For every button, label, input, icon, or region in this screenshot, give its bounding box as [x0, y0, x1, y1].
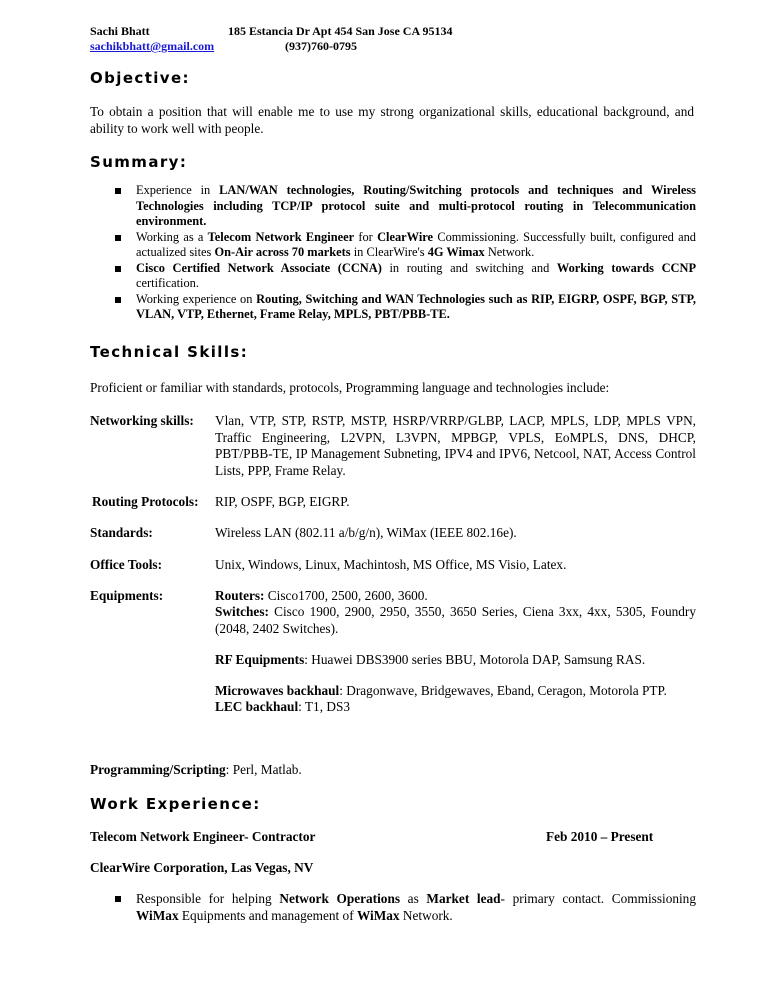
bold-text: Cisco Certified Network Associate (CCNA): [136, 260, 382, 275]
rf-equipments-line: [215, 652, 696, 669]
lec-backhaul-label: LEC backhaul: [215, 699, 299, 714]
text-run: Responsible for helping: [136, 891, 280, 906]
summary-list: [90, 183, 696, 323]
microwaves-backhaul-value: : Dragonwave, Bridgewaves, Eband, Ceragon, Motorola PTP.: [339, 683, 667, 698]
routers-label: Routers:: [215, 588, 265, 603]
programming-label: Programming/Scripting: [90, 762, 226, 777]
switches-label: Switches:: [215, 604, 269, 619]
list-item: [90, 261, 696, 292]
bold-text: Telecom Network Engineer: [207, 229, 355, 244]
microwaves-backhaul-line: [215, 683, 696, 700]
text-run: in routing and switching and: [381, 260, 557, 275]
office-tools-label: Office Tools:: [90, 557, 163, 572]
text-run: in ClearWire's: [350, 245, 428, 259]
work-duties-list: [90, 891, 696, 924]
text-run: for: [354, 229, 378, 244]
applicant-name: Sachi Bhatt: [90, 24, 150, 38]
text-run: Commissioning. Successfully built, configured and actualized sites: [136, 229, 696, 259]
list-item: [90, 891, 696, 924]
rf-equipments-label: RF Equipments: [215, 652, 305, 667]
technical-skills-heading: Technical Skills:: [90, 343, 249, 361]
skills-intro: Proficient or familiar with standards, protocols, Programming language and technologies include:: [90, 380, 610, 395]
office-tools-value: Unix, Windows, Linux, Machintosh, MS Office, MS Visio, Latex.: [215, 557, 567, 572]
text-run: Working experience on: [136, 291, 257, 306]
phone-number: (937)760-0795: [285, 39, 357, 53]
square-bullet-icon: [115, 297, 121, 303]
routers-line: [215, 588, 696, 605]
list-item: [90, 183, 696, 230]
square-bullet-icon: [115, 266, 121, 272]
rf-equipments-value: : Huawei DBS3900 series BBU, Motorola DAP, Samsung RAS.: [304, 652, 646, 667]
bold-text: Market lead: [426, 891, 501, 906]
square-bullet-icon: [115, 188, 121, 194]
bold-text: On-Air across 70 markets: [214, 245, 351, 259]
bold-text: LAN/WAN technologies, Routing/Switching protocols and techniques and Wireless Technologies including TCP/IP protocol suite and multi-protocol routing in Telecommunication environment.: [136, 183, 696, 228]
bold-text: WiMax: [136, 907, 179, 923]
text-run: Working as a: [136, 229, 208, 244]
lec-backhaul-value: : T1, DS3: [298, 699, 350, 714]
text-run: Network.: [484, 245, 535, 259]
summary-heading: Summary:: [90, 153, 188, 171]
networking-skills-value: Vlan, VTP, STP, RSTP, MSTP, HSRP/VRRP/GLBP, LACP, MPLS, LDP, MPLS VPN, Traffic Engineering, L2VPN, L3VPN, MPBGP, VPLS, EoMPLS, DNS, DHCP, PBT/PBB-TE, IP Management Subneting, IPV4 and IPV6, Netcool, NAT, Access Control Lists, PPP, Frame Relay.: [215, 413, 696, 478]
text-run: as: [400, 891, 427, 906]
text-run: Equipments and management of: [178, 907, 357, 923]
applicant-address: 185 Estancia Dr Apt 454 San Jose CA 95134: [228, 24, 453, 38]
standards-label: Standards:: [90, 525, 153, 540]
text-run: - primary contact. Commissioning: [500, 891, 696, 906]
routing-protocols-label: Routing Protocols:: [92, 494, 199, 509]
list-item: [90, 230, 696, 261]
bold-text: Routing, Switching and WAN Technologies such as RIP, EIGRP, OSPF, BGP, STP, VLAN, VTP, Ethernet, Frame Relay, MPLS, PBT/PBB-TE.: [136, 291, 696, 321]
equipments-label: Equipments:: [90, 588, 164, 603]
programming-line: [90, 762, 302, 779]
standards-value: Wireless LAN (802.11 a/b/g/n), WiMax (IEEE 802.16e).: [215, 525, 517, 540]
list-item: [90, 292, 696, 323]
bold-text: WiMax: [356, 907, 400, 923]
company-name: ClearWire Corporation, Las Vegas, NV: [90, 860, 314, 875]
square-bullet-icon: [115, 896, 121, 902]
email-link[interactable]: sachikbhatt@gmail.com: [90, 39, 215, 53]
job-dates: Feb 2010 – Present: [546, 829, 654, 844]
bold-text: 4G Wimax: [427, 245, 485, 259]
lec-backhaul-line: [215, 699, 696, 716]
programming-value: : Perl, Matlab.: [225, 762, 302, 777]
bold-text: ClearWire: [377, 229, 434, 244]
microwaves-backhaul-label: Microwaves backhaul: [215, 683, 340, 698]
text-run: Experience in: [136, 183, 220, 197]
objective-text: To obtain a position that will enable me to use my strong organizational skills, educational background, and ability to work well with people.: [90, 104, 694, 136]
objective-heading: Objective:: [90, 69, 190, 87]
bold-text: Working towards CCNP: [556, 260, 697, 275]
work-experience-heading: Work Experience:: [90, 795, 261, 813]
text-run: Network.: [399, 907, 453, 923]
job-title: Telecom Network Engineer- Contractor: [90, 829, 316, 844]
switches-line: [215, 604, 696, 637]
switches-value: Cisco 1900, 2900, 2950, 3550, 3650 Series, Ciena 3xx, 4xx, 5305, Foundry (2048, 2402 Switches).: [215, 604, 696, 636]
routing-protocols-value: RIP, OSPF, BGP, EIGRP.: [215, 494, 350, 509]
text-run: certification.: [136, 276, 199, 290]
square-bullet-icon: [115, 235, 121, 241]
routers-value: Cisco1700, 2500, 2600, 3600.: [264, 588, 428, 603]
networking-skills-label: Networking skills:: [90, 413, 194, 428]
bold-text: Network Operations: [279, 891, 401, 906]
